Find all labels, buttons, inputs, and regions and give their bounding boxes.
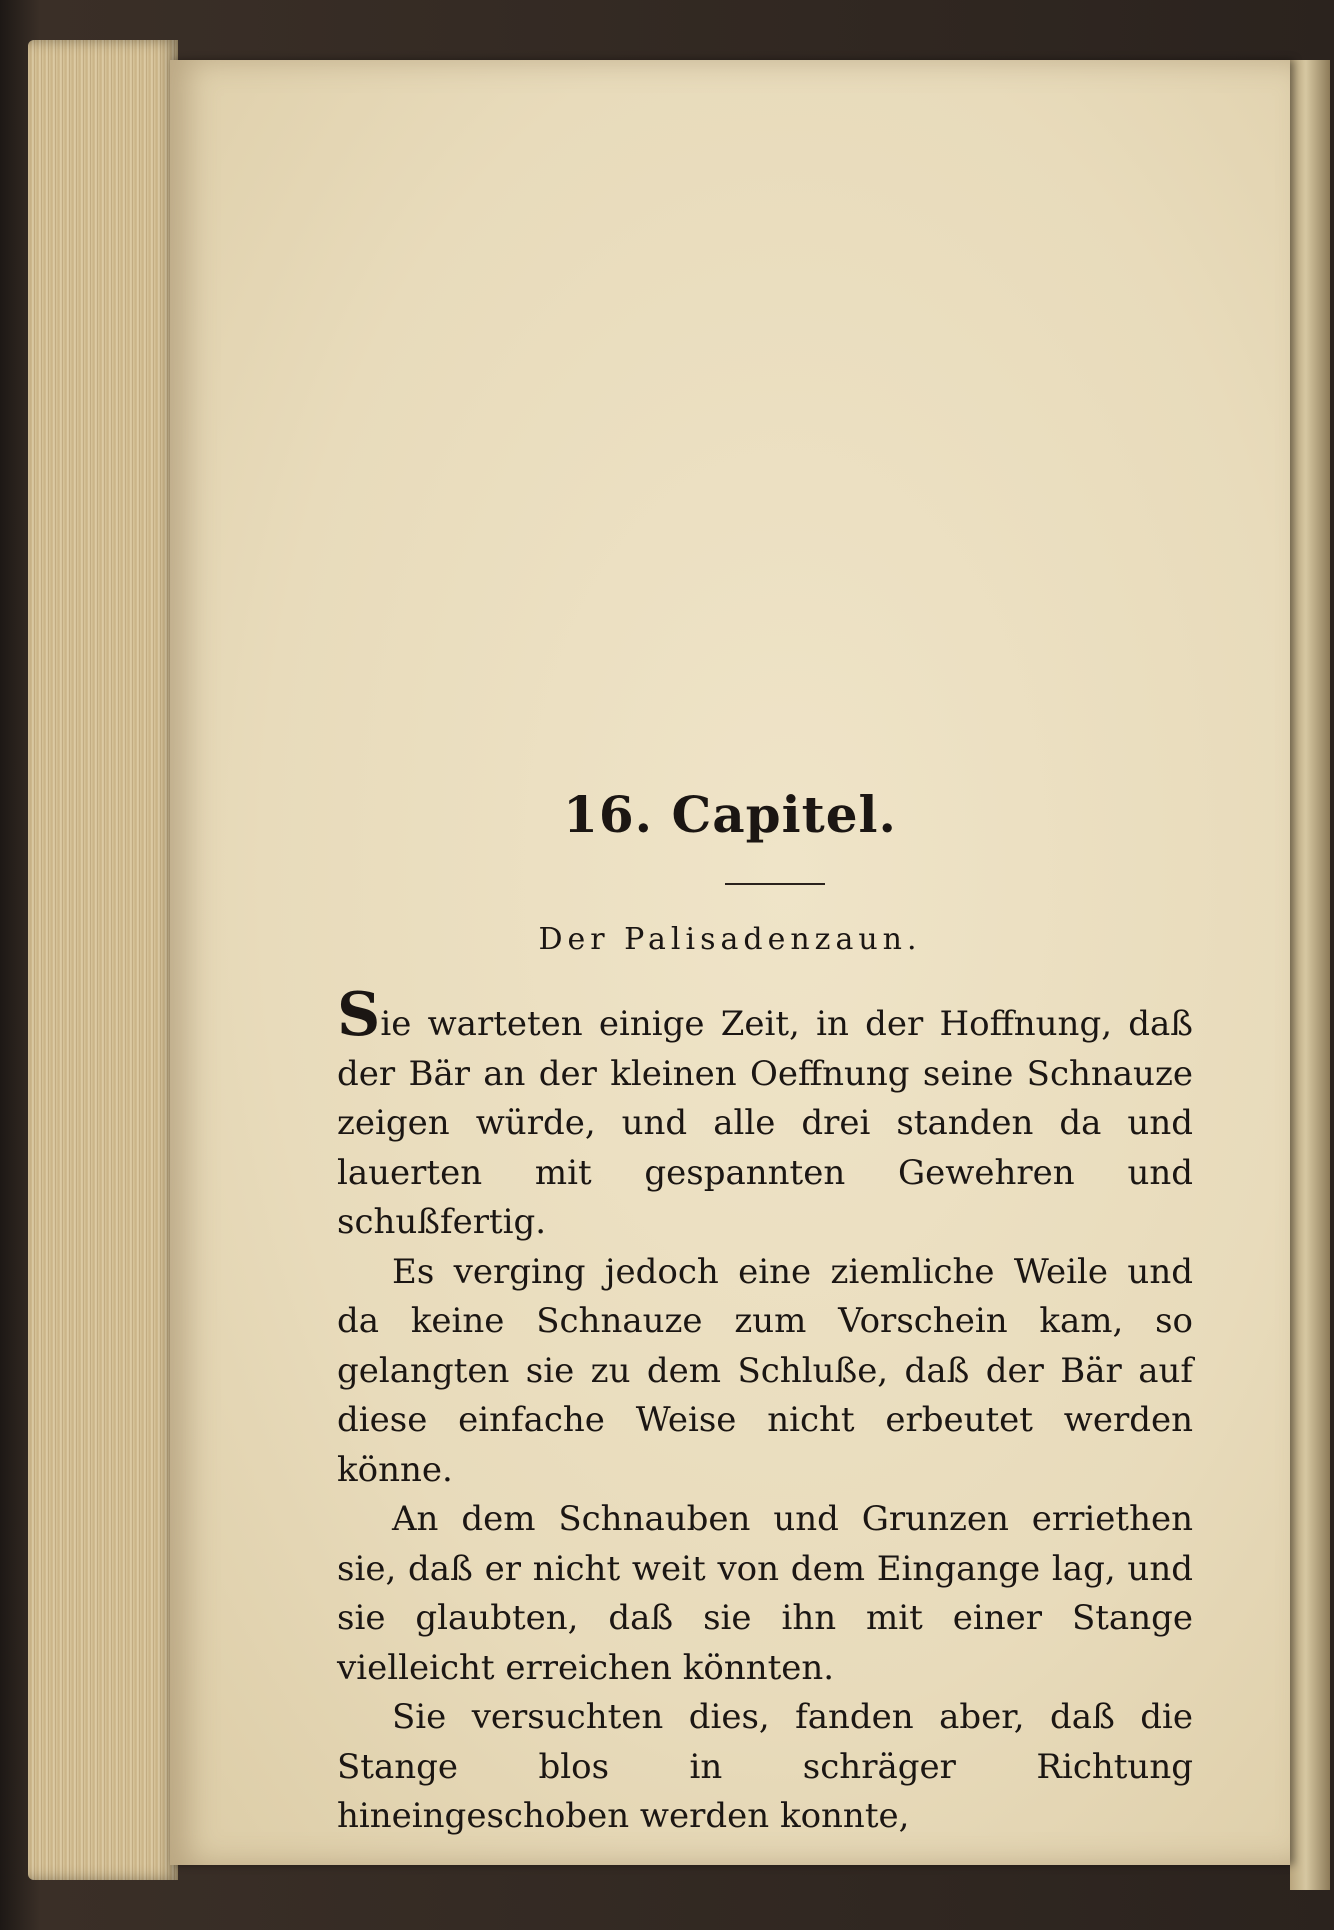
chapter-title: 16. Capitel.: [563, 785, 897, 844]
page-stack-edge: [28, 40, 178, 1880]
title-divider: [725, 883, 825, 885]
paragraph: Sie warteten einige Zeit, in der Hoffnung, daß der Bär an der kleinen Oeffnung seine Schnauze zeigen würde, und alle drei standen da und lauerten mit gespannten Gewehren und schußfertig.: [337, 980, 1193, 1242]
paragraph: Es verging jedoch eine ziemliche Weile und da keine Schnauze zum Vorschein kam, so gelangten sie zu dem Schluße, daß der Bär auf diese einfache Weise nicht erbeutet werden könne.: [337, 1251, 1193, 1490]
book-page: [170, 60, 1290, 1865]
facing-page-edge: [1290, 60, 1330, 1890]
paragraph: An dem Schnauben und Grunzen erriethen sie, daß er nicht weit von dem Eingange lag, und sie glaubten, daß sie ihn mit einer Stange vielleicht erreichen könnten.: [337, 1499, 1193, 1688]
chapter-subtitle: Der Palisadenzaun.: [538, 922, 922, 957]
paragraph: Sie versuchten dies, fanden aber, daß die Stange blos in schräger Richtung hineingeschoben werden konnte,: [337, 1697, 1193, 1836]
body-text: [337, 980, 1193, 1842]
